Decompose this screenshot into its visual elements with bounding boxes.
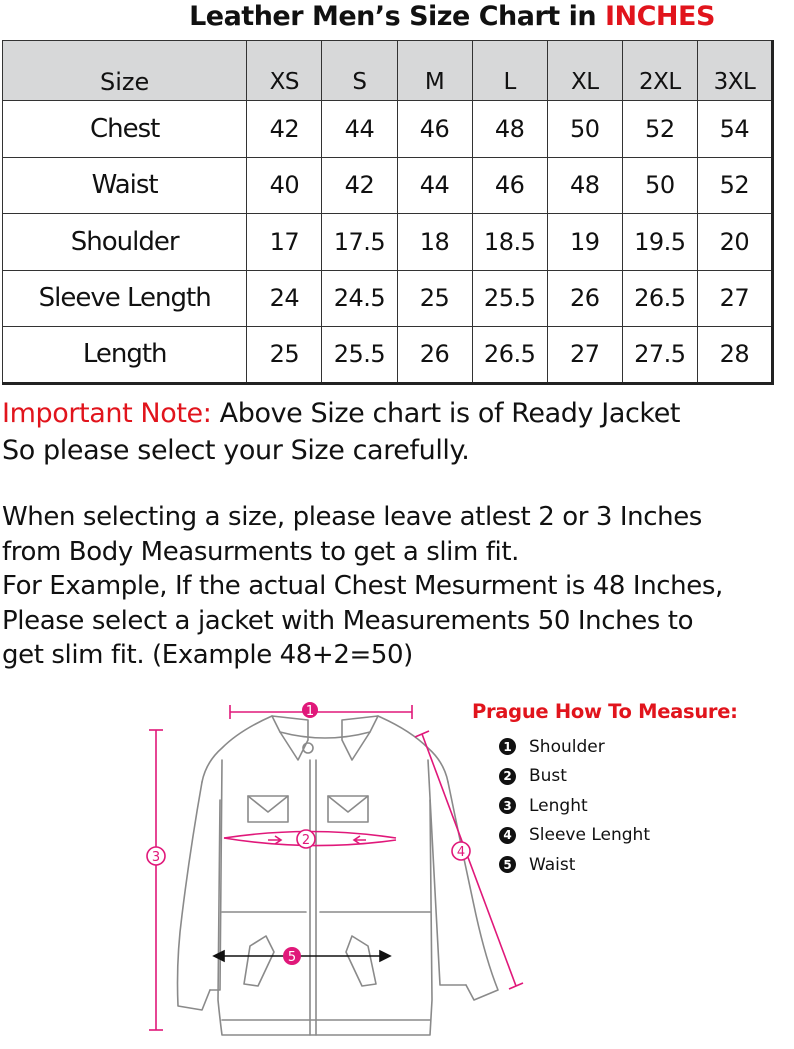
- guidance-line: get slim fit. (Example 48+2=50): [2, 640, 413, 670]
- note-text-2: So please select your Size carefully.: [2, 435, 470, 466]
- marker-4-label: 4: [456, 845, 466, 860]
- size-header-cell: XS: [247, 41, 322, 101]
- table-row: [3, 214, 773, 271]
- table-cell: 50: [622, 157, 697, 214]
- table-row: [3, 270, 773, 327]
- table-cell: 48: [547, 157, 622, 214]
- table-cell: 40: [247, 157, 322, 214]
- size-corner-label: Size: [3, 41, 247, 101]
- table-cell: 18: [397, 214, 472, 271]
- guidance-line: For Example, If the actual Chest Mesurment is 48 Inches,: [2, 571, 723, 601]
- table-cell: 54: [697, 101, 772, 158]
- marker-1-label: 1: [305, 704, 315, 719]
- table-cell: 17: [247, 214, 322, 271]
- jacket-measure-diagram: [130, 690, 530, 1045]
- table-cell: 27: [547, 327, 622, 384]
- marker-1: [302, 702, 318, 719]
- size-chart-table: [2, 40, 774, 385]
- table-cell: 42: [322, 157, 397, 214]
- table-cell: 20: [697, 214, 772, 271]
- marker-2-label: 2: [301, 833, 311, 848]
- table-cell: 26.5: [622, 270, 697, 327]
- waist-arrow: [214, 951, 390, 961]
- table-cell: 17.5: [322, 214, 397, 271]
- table-cell: 52: [697, 157, 772, 214]
- table-cell: 26.5: [472, 327, 547, 384]
- table-cell: 25.5: [472, 270, 547, 327]
- row-label-length: Length: [3, 327, 247, 384]
- size-header-cell: M: [397, 41, 472, 101]
- sizing-guidance: [2, 500, 794, 673]
- how-to-measure: [472, 700, 792, 880]
- list-item: [499, 850, 792, 880]
- row-label-shoulder: Shoulder: [3, 214, 247, 271]
- note-text-1: Above Size chart is of Ready Jacket: [211, 398, 681, 429]
- marker-2: [297, 830, 315, 848]
- table-cell: 42: [247, 101, 322, 158]
- size-header-cell: XL: [547, 41, 622, 101]
- number-badge-icon: 1: [499, 738, 516, 755]
- number-badge-icon: 5: [499, 856, 516, 873]
- measure-label: Sleeve Lenght: [529, 825, 650, 846]
- table-cell: 48: [472, 101, 547, 158]
- number-badge-icon: 4: [499, 827, 516, 844]
- table-cell: 50: [547, 101, 622, 158]
- table-row: [3, 327, 773, 384]
- table-cell: 52: [622, 101, 697, 158]
- measure-list: [499, 732, 792, 880]
- marker-5: [283, 947, 301, 965]
- list-item: [499, 791, 792, 821]
- row-label-sleeve-length: Sleeve Length: [3, 270, 247, 327]
- marker-5-label: 5: [287, 950, 297, 965]
- list-item: [499, 762, 792, 792]
- table-cell: 19: [547, 214, 622, 271]
- measure-lines: [149, 705, 523, 1030]
- table-cell: 27.5: [622, 327, 697, 384]
- table-cell: 44: [322, 101, 397, 158]
- measure-label: Lenght: [529, 795, 588, 816]
- table-cell: 25.5: [322, 327, 397, 384]
- table-cell: 19.5: [622, 214, 697, 271]
- list-item: [499, 821, 792, 851]
- number-badge-icon: 2: [499, 768, 516, 785]
- size-header-cell: S: [322, 41, 397, 101]
- number-badge-icon: 3: [499, 797, 516, 814]
- guidance-line: from Body Measurments to get a slim fit.: [2, 536, 520, 567]
- title-prefix: Leather Men’s Size Chart in: [189, 1, 605, 32]
- table-row: [3, 157, 773, 214]
- table-cell: 27: [697, 270, 772, 327]
- table-cell: 46: [472, 157, 547, 214]
- title-unit: INCHES: [604, 1, 715, 32]
- table-cell: 25: [247, 327, 322, 384]
- table-cell: 44: [397, 157, 472, 214]
- jacket-outline: [178, 716, 499, 1035]
- measure-label: Waist: [529, 854, 576, 875]
- marker-4: [452, 842, 470, 860]
- size-header-cell: 3XL: [697, 41, 772, 101]
- important-note: [2, 395, 794, 469]
- table-cell: 28: [697, 327, 772, 384]
- table-cell: 24: [247, 270, 322, 327]
- marker-3: [147, 847, 165, 865]
- table-cell: 26: [547, 270, 622, 327]
- table-cell: 46: [397, 101, 472, 158]
- marker-3-label: 3: [151, 850, 161, 865]
- measure-label: Bust: [529, 766, 567, 787]
- row-label-chest: Chest: [3, 101, 247, 158]
- table-row: [3, 101, 773, 158]
- table-cell: 24.5: [322, 270, 397, 327]
- table-cell: 18.5: [472, 214, 547, 271]
- table-cell: 25: [397, 270, 472, 327]
- size-header-cell: 2XL: [622, 41, 697, 101]
- size-header-row: [3, 41, 773, 101]
- list-item: [499, 732, 792, 762]
- measure-label: Shoulder: [529, 736, 605, 757]
- chart-title: [0, 0, 794, 38]
- note-label: Important Note:: [2, 398, 212, 429]
- how-to-measure-title: Prague How To Measure:: [472, 700, 738, 723]
- guidance-line: When selecting a size, please leave atlest 2 or 3 Inches: [2, 502, 702, 532]
- guidance-line: Please select a jacket with Measurements 50 Inches to: [2, 605, 694, 636]
- row-label-waist: Waist: [3, 157, 247, 214]
- table-cell: 26: [397, 327, 472, 384]
- size-header-cell: L: [472, 41, 547, 101]
